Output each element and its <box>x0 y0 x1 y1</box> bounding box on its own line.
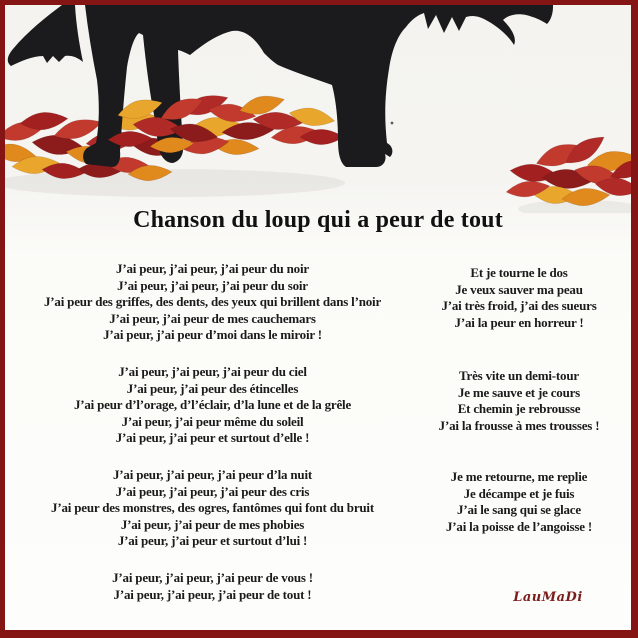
poem-line: J’ai peur, j’ai peur même du soleil <box>121 413 304 429</box>
poem-line: J’ai peur, j’ai peur, j’ai peur des cris <box>115 483 310 499</box>
poem-line: J’ai peur, j’ai peur, j’ai peur d’la nuit <box>113 467 312 482</box>
page-title: Chanson du loup qui a peur de tout <box>133 207 503 233</box>
poem-line: J’ai le sang qui se glace <box>457 502 581 517</box>
signature: LauMaDi <box>513 590 583 605</box>
poem-line: J’ai peur des griffes, des dents, des yeux qui brillent dans l’noir <box>43 294 382 309</box>
poem-line: J’ai très froid, j’ai des sueurs <box>441 298 597 313</box>
poem-line: J’ai peur, j’ai peur, j’ai peur du ciel <box>118 364 307 379</box>
poem-line: J’ai peur, j’ai peur, j’ai peur de tout ! <box>113 586 312 602</box>
poem-line: Et je tourne le dos <box>470 265 568 280</box>
poem-line: J’ai la frousse à mes trousses ! <box>438 417 600 433</box>
poem-line: Très vite un demi-tour <box>459 368 579 383</box>
stanza <box>15 261 410 344</box>
poem-line: J’ai peur, j’ai peur d’moi dans le miroir ! <box>103 327 322 342</box>
poem-line: Et chemin je rebrousse <box>457 401 581 416</box>
poem-line: Je veux sauver ma peau <box>455 281 583 297</box>
stanza <box>15 364 410 447</box>
poem-line: J’ai peur, j’ai peur, j’ai peur du soir <box>117 277 308 293</box>
stanza <box>405 265 631 331</box>
poem-line: J’ai peur, j’ai peur de mes cauchemars <box>109 310 316 326</box>
stanza <box>15 467 410 550</box>
poem-line: J’ai la poisse de l’angoisse ! <box>445 518 593 534</box>
poem-line: J’ai peur, j’ai peur des étincelles <box>126 380 299 396</box>
poem-line: J’ai peur, j’ai peur et surtout d’elle ! <box>115 430 310 445</box>
poem-line: J’ai peur, j’ai peur, j’ai peur du noir <box>116 261 309 276</box>
poem-line: J’ai peur, j’ai peur de mes phobies <box>120 516 305 532</box>
poem-line: J’ai peur, j’ai peur et surtout d’lui ! <box>117 533 308 548</box>
poem-line: J’ai peur des monstres, des ogres, fantômes qui font du bruit <box>51 500 374 515</box>
paper-background <box>5 5 631 630</box>
poem-line: J’ai peur d’l’orage, d’l’éclair, d’la lune et de la grêle <box>73 397 352 412</box>
stanza <box>405 469 631 535</box>
poem-line: Je me retourne, me replie <box>450 469 588 484</box>
poem-line: Je me sauve et je cours <box>457 384 581 400</box>
poem-left-column <box>15 5 410 630</box>
poem-line: Je décampe et je fuis <box>463 485 575 501</box>
poem-line: J’ai la peur en horreur ! <box>454 314 584 330</box>
stanza <box>15 570 410 603</box>
stanza <box>405 368 631 434</box>
poem-line: J’ai peur, j’ai peur, j’ai peur de vous ! <box>112 570 313 585</box>
poem-right-column <box>405 5 631 630</box>
